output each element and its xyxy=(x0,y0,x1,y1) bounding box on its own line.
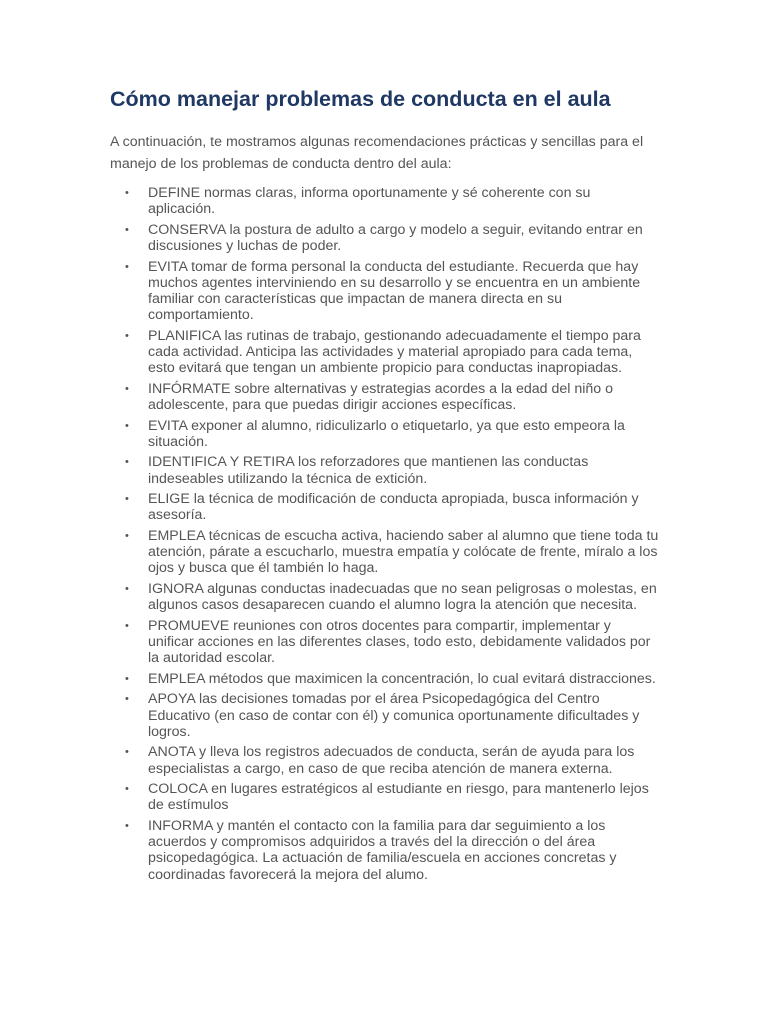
bullet-icon: • xyxy=(125,260,129,273)
list-item xyxy=(110,328,660,377)
list-item-text: IGNORA algunas conductas inadecuadas que no sean peligrosas o molestas, en algunos casos desaparecen cuando el alumno logra la atención que necesita. xyxy=(148,580,657,614)
bullet-icon: • xyxy=(125,783,129,796)
list-item-text: ELIGE la técnica de modificación de conducta apropiada, busca información y asesoría. xyxy=(148,491,639,524)
list-item-text: EMPLEA métodos que maximicen la concentración, lo cual evitará distracciones. xyxy=(148,670,656,687)
list-item xyxy=(110,259,660,324)
list-item xyxy=(110,671,660,687)
list-item-text: IDENTIFICA Y RETIRA los reforzadores que mantienen las conductas indeseables utilizando la técnica de extición. xyxy=(148,454,589,487)
list-item xyxy=(110,418,660,450)
list-item xyxy=(110,491,660,523)
list-item xyxy=(110,185,660,217)
bullet-icon: • xyxy=(125,382,129,395)
bullet-icon: • xyxy=(125,329,129,342)
list-item xyxy=(110,581,660,613)
bullet-icon: • xyxy=(125,582,129,595)
list-item-text: EVITA tomar de forma personal la conducta del estudiante. Recuerda que hay muchos agentes interviniendo en su desarrollo y se encuentra en un ambiente familiar con características que impactan de manera directa en su comportamiento. xyxy=(148,258,641,324)
list-item xyxy=(110,691,660,740)
recommendations-list xyxy=(110,185,660,883)
bullet-icon: • xyxy=(125,693,129,706)
list-item xyxy=(110,528,660,577)
list-item-text: ANOTA y lleva los registros adecuados de conducta, serán de ayuda para los especialistas a cargo, en caso de que reciba atención de manera externa. xyxy=(148,744,635,777)
bullet-icon: • xyxy=(125,419,129,432)
bullet-icon: • xyxy=(125,819,129,832)
list-item-text: EVITA exponer al alumno, ridiculizarlo o etiquetarlo, ya que esto empeora la situación. xyxy=(148,417,625,450)
list-item xyxy=(110,381,660,413)
list-item xyxy=(110,818,660,883)
bullet-icon: • xyxy=(125,493,129,506)
list-item xyxy=(110,744,660,776)
list-item-text: CONSERVA la postura de adulto a cargo y modelo a seguir, evitando entrar en discusiones y luchas de poder. xyxy=(148,221,643,254)
bullet-icon: • xyxy=(125,619,129,632)
bullet-icon: • xyxy=(125,672,129,685)
list-item-text: DEFINE normas claras, informa oportunamente y sé coherente con su aplicación. xyxy=(148,185,591,218)
bullet-icon: • xyxy=(125,529,129,542)
list-item-text: PLANIFICA las rutinas de trabajo, gestionando adecuadamente el tiempo para cada actividad. Anticipa las actividades y material apropiado para cada tema, esto evitará que tengan un ambiente propicio para conductas inapropiadas. xyxy=(148,327,641,377)
list-item xyxy=(110,781,660,813)
list-item-text: INFORMA y mantén el contacto con la familia para dar seguimiento a los acuerdos y compromisos adquiridos a través del la dirección o del área psicopedagógica. La actuación de familia/escuela en acciones concretas y coordinadas favorecerá la mejora del alumo. xyxy=(148,817,617,883)
bullet-icon: • xyxy=(125,456,129,469)
document-page xyxy=(110,85,660,887)
document-title: Cómo manejar problemas de conducta en el aula xyxy=(110,87,611,111)
list-item xyxy=(110,222,660,254)
list-item-text: COLOCA en lugares estratégicos al estudiante en riesgo, para mantenerlo lejos de estímulos xyxy=(148,781,649,814)
list-item-text: APOYA las decisiones tomadas por el área Psicopedagógica del Centro Educativo (en caso de contar con él) y comunica oportunamente dificultades y logros. xyxy=(148,691,640,740)
list-item-text: PROMUEVE reuniones con otros docentes para compartir, implementar y unificar acciones en las diferentes clases, todo esto, debidamente validados por la autoridad escolar. xyxy=(148,617,651,667)
list-item-text: EMPLEA técnicas de escucha activa, haciendo saber al alumno que tiene toda tu atención, párate a escucharlo, muestra empatía y colócate de frente, míralo a los ojos y busca que él también lo haga. xyxy=(148,527,659,577)
bullet-icon: • xyxy=(125,187,129,199)
bullet-icon: • xyxy=(125,223,129,236)
list-item xyxy=(110,618,660,667)
bullet-icon: • xyxy=(125,746,129,759)
intro-paragraph: A continuación, te mostramos algunas recomendaciones prácticas y sencillas para el manejo de los problemas de conducta dentro del aula: xyxy=(110,134,644,172)
list-item-text: INFÓRMATE sobre alternativas y estrategias acordes a la edad del niño o adolescente, para que puedas dirigir acciones específicas. xyxy=(148,380,613,413)
list-item xyxy=(110,454,660,486)
